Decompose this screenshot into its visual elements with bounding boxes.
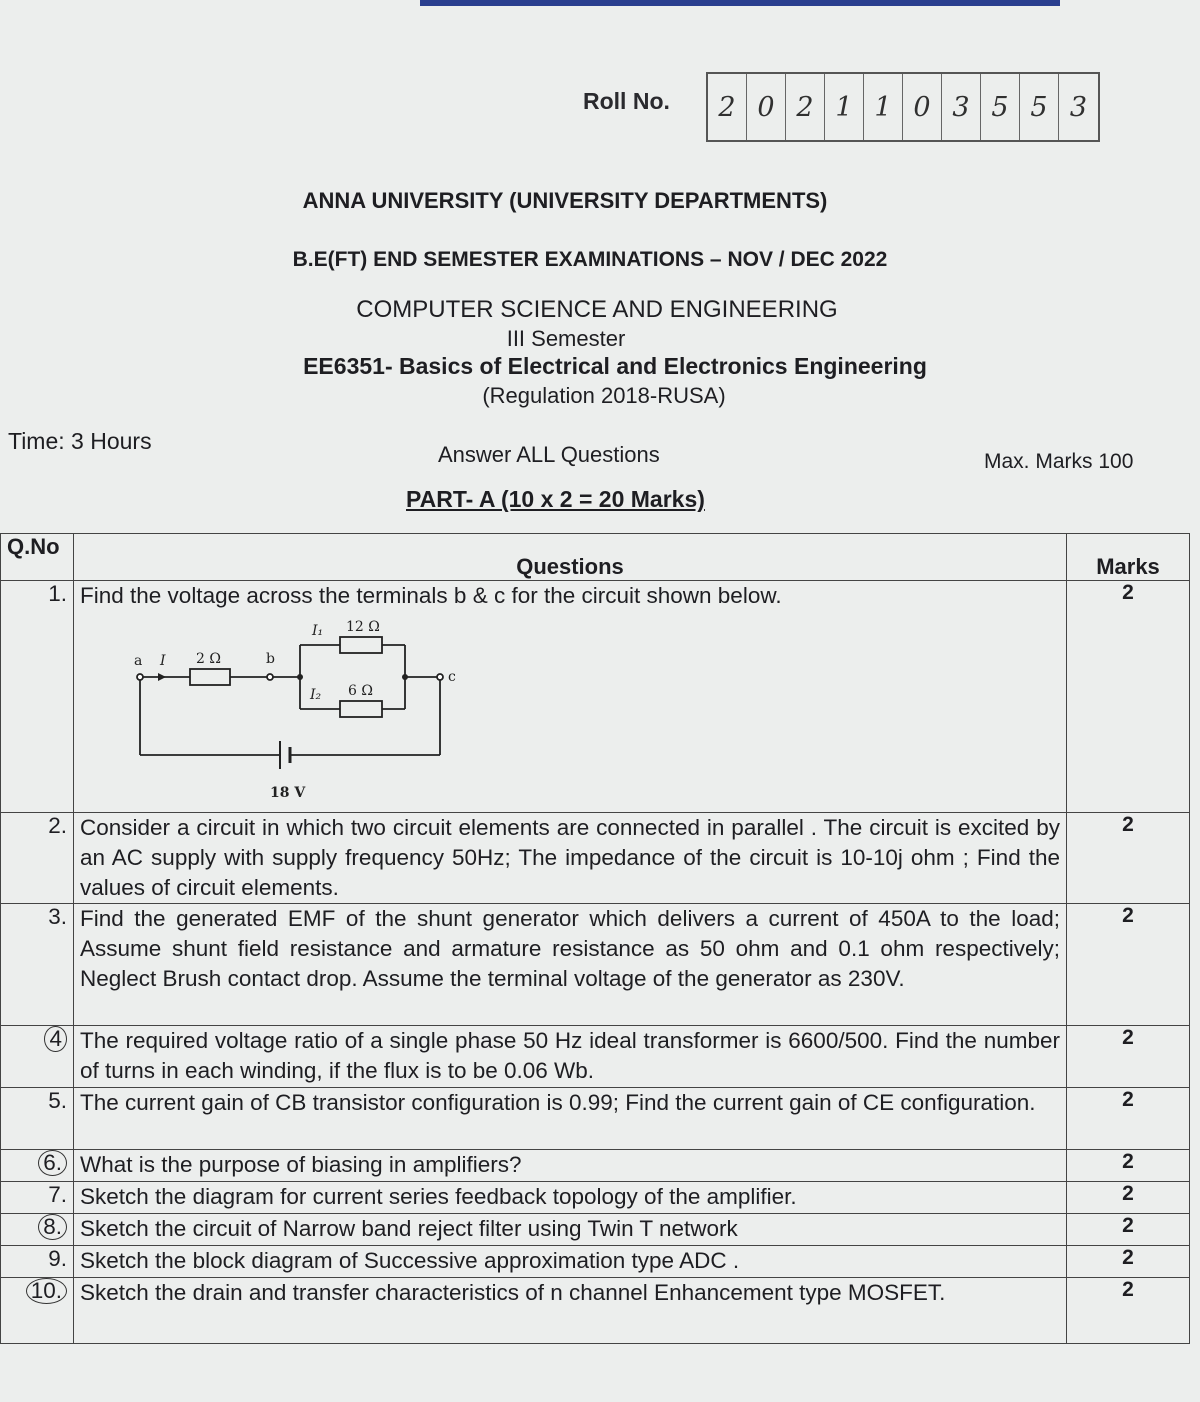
max-marks: Max. Marks 100	[984, 450, 1134, 473]
university-title: ANNA UNIVERSITY (UNIVERSITY DEPARTMENTS)	[302, 188, 828, 213]
current-i-label: I	[160, 653, 166, 669]
question-number: 7.	[1, 1182, 74, 1214]
roll-digit: 2	[708, 74, 747, 140]
junction-dot	[297, 674, 303, 680]
resistor-2ohm	[190, 669, 230, 685]
node-a-label: a	[134, 653, 143, 669]
course-title: EE6351- Basics of Electrical and Electronics Engineering	[303, 353, 927, 379]
question-text: Find the voltage across the terminals b & c for the circuit shown below.	[80, 583, 782, 608]
table-header-row	[1, 534, 1190, 581]
roll-digit: 0	[747, 74, 786, 140]
exam-time: Time: 3 Hours	[8, 428, 152, 454]
question-marks: 2	[1067, 1026, 1190, 1088]
question-number: 1.	[1, 581, 74, 813]
questions-header: Questions	[74, 534, 1067, 581]
part-heading: PART- A (10 x 2 = 20 Marks)	[406, 486, 705, 512]
question-text: Consider a circuit in which two circuit elements are connected in parallel . The circuit is excited by an AC supply with supply frequency 50Hz; The impedance of the circuit is 10-10j ohm ; Find the values of circuit elements.	[74, 813, 1067, 904]
terminal-a	[137, 674, 143, 680]
semester-label: III Semester	[506, 326, 626, 351]
question-marks: 2	[1067, 1150, 1190, 1182]
question-cell	[74, 581, 1067, 813]
question-number	[1, 1026, 74, 1088]
question-marks: 2	[1067, 1214, 1190, 1246]
question-number	[1, 1150, 74, 1182]
question-text: Sketch the diagram for current series feedback topology of the amplifier.	[74, 1182, 1067, 1214]
question-marks: 2	[1067, 581, 1190, 813]
table-row	[1, 581, 1190, 813]
question-marks: 2	[1067, 1246, 1190, 1278]
table-row	[1, 1026, 1190, 1088]
junction-dot	[402, 674, 408, 680]
circuit-diagram	[120, 615, 480, 803]
roll-digit: 0	[903, 74, 942, 140]
table-row	[1, 813, 1190, 904]
roll-number-boxes	[706, 72, 1100, 142]
question-marks: 2	[1067, 1182, 1190, 1214]
top-edge-band	[420, 0, 1060, 6]
table-row	[1, 904, 1190, 1026]
marks-header: Marks	[1067, 534, 1190, 581]
resistor-6ohm	[340, 701, 382, 717]
question-number: 9.	[1, 1246, 74, 1278]
roll-digit: 1	[864, 74, 903, 140]
table-row	[1, 1214, 1190, 1246]
roll-number-label: Roll No.	[583, 88, 670, 114]
current-arrow	[158, 673, 166, 681]
circled-number: 4	[44, 1026, 67, 1052]
current-i2-label: I₂	[310, 687, 322, 703]
roll-digit: 1	[825, 74, 864, 140]
table-row	[1, 1150, 1190, 1182]
table-row	[1, 1182, 1190, 1214]
r3-label: 6 Ω	[348, 683, 373, 699]
node-c-label: c	[448, 669, 456, 685]
r2-label: 12 Ω	[346, 619, 380, 635]
roll-digit: 3	[1069, 91, 1088, 123]
circled-number: 6.	[38, 1150, 67, 1176]
roll-digit: 2	[786, 74, 825, 140]
r1-label: 2 Ω	[196, 651, 221, 667]
table-row	[1, 1246, 1190, 1278]
exam-title: B.E(FT) END SEMESTER EXAMINATIONS – NOV / DEC 2022	[292, 248, 888, 271]
question-text: The required voltage ratio of a single phase 50 Hz ideal transformer is 6600/500. Find the number of turns in each winding, if the flux is to be 0.06 Wb.	[74, 1026, 1067, 1088]
qno-header: Q.No	[1, 534, 74, 581]
table-row	[1, 1278, 1190, 1344]
question-number: 5.	[1, 1088, 74, 1150]
question-marks: 2	[1067, 813, 1190, 904]
roll-digit: 5	[1020, 74, 1059, 140]
circled-number: 8.	[38, 1214, 67, 1240]
question-marks: 2	[1067, 1278, 1190, 1344]
node-b-label: b	[266, 651, 275, 667]
question-number	[1, 1214, 74, 1246]
question-text: What is the purpose of biasing in amplifiers?	[74, 1150, 1067, 1182]
question-text: Sketch the block diagram of Successive approximation type ADC .	[74, 1246, 1067, 1278]
current-i1-label: I₁	[312, 623, 324, 639]
terminal-c	[437, 674, 443, 680]
question-text: Sketch the drain and transfer characteristics of n channel Enhancement type MOSFET.	[74, 1278, 1067, 1344]
resistor-12ohm	[340, 637, 382, 653]
roll-digit: 3	[942, 74, 981, 140]
question-marks: 2	[1067, 904, 1190, 1026]
question-text: The current gain of CB transistor configuration is 0.99; Find the current gain of CE configuration.	[74, 1088, 1067, 1150]
circled-number: 10.	[26, 1278, 67, 1304]
question-number: 2.	[1, 813, 74, 904]
exam-instructions: Answer ALL Questions	[438, 442, 660, 467]
question-text: Sketch the circuit of Narrow band reject filter using Twin T network	[74, 1214, 1067, 1246]
questions-table	[0, 533, 1190, 1344]
terminal-b	[267, 674, 273, 680]
question-marks: 2	[1067, 1088, 1190, 1150]
question-number	[1, 1278, 74, 1344]
question-text: Find the generated EMF of the shunt generator which delivers a current of 450A to the load; Assume shunt field resistance and armature resistance as 50 ohm and 0.1 ohm respectively; Neglect Brush contact drop. Assume the terminal voltage of the generator as 230V.	[74, 904, 1067, 1026]
question-number: 3.	[1, 904, 74, 1026]
roll-digit: 5	[981, 74, 1020, 140]
regulation-label: (Regulation 2018-RUSA)	[482, 383, 726, 408]
department-title: COMPUTER SCIENCE AND ENGINEERING	[356, 296, 838, 323]
source-label: 18 V	[270, 785, 306, 801]
table-row	[1, 1088, 1190, 1150]
